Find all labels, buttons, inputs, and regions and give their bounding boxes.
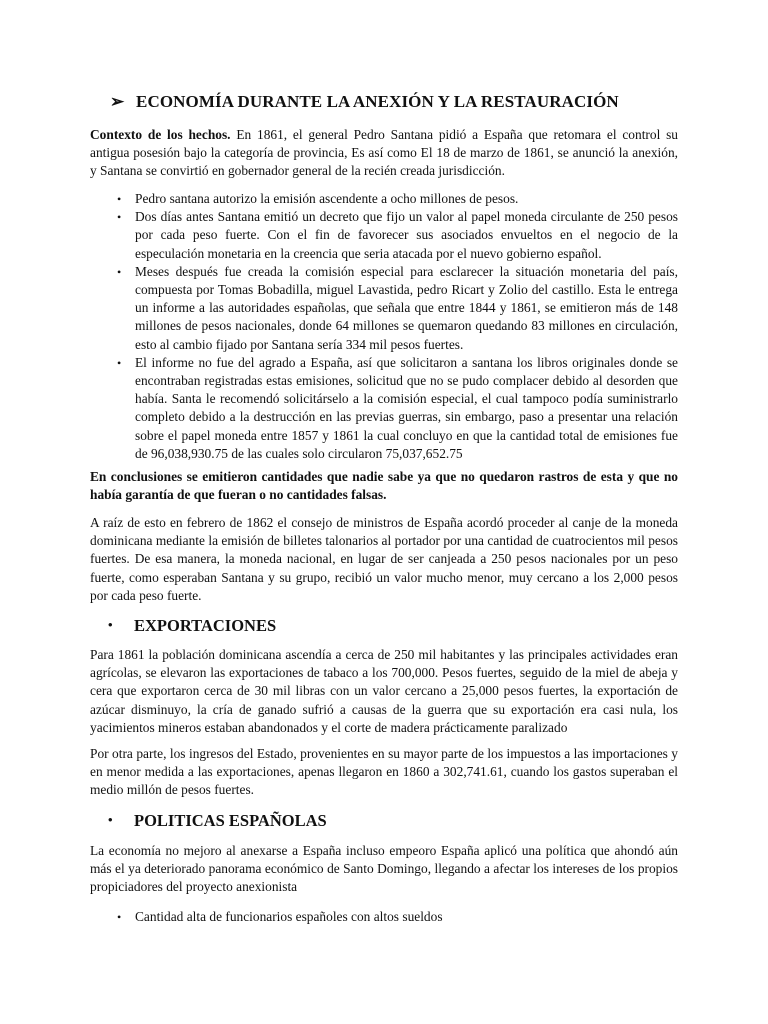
list-item [90, 190, 678, 208]
conclusion-block [90, 468, 678, 504]
bullet-dot-icon: • [117, 355, 122, 370]
bullet-dot-icon: • [117, 192, 122, 206]
list-item-text: Cantidad alta de funcionarios españoles con altos sueldos [135, 909, 443, 924]
politicas-paragraph-block [90, 842, 678, 897]
canje-paragraph-block [90, 514, 678, 605]
section-heading-text: POLITICAS ESPAÑOLAS [134, 811, 327, 830]
conclusion-text: En conclusiones se emitieron cantidades que nadie sabe ya que no quedaron rastros de esta y que no había garantía de que fueran o no cantidades falsas. [90, 469, 678, 503]
context-label: Contexto de los hechos. [90, 127, 231, 142]
list-item-text: El informe no fue del agrado a España, así que solicitaron a santana los libros originales donde se encontraban registradas estas emisiones, solicitud que no se pudo complacer debido al desorden que había. Santa le recomendó solicitárselo a la comisión especial, el cual tampoco podía suministrarlo completo debido a la destrucción en las previas guerras, sin embargo, paso a presentar una relación sobre el papel moneda entre 1857 y 1861 la cual concluyo en que la cantidad total de emisiones fue de 96,038,930.75 de las cuales solo circularon 75,037,652.75 [135, 354, 678, 461]
bullet-list-block [90, 190, 678, 463]
list-item-text: Meses después fue creada la comisión especial para esclarecer la situación monetaria del país, compuesta por Tomas Bobadilla, miguel Lavastida, pedro Ricart y Zolio del castillo. Esta le entrega un informe a las autoridades españolas, que señala que entre 1844 y 1861, se emitieron más de 148 millones de pesos nacionales, donde 64 millones se quemaron quedando 83 millones en circulación, esto al cambio fijado por Santana sería 334 mil pesos fuertes. [135, 263, 678, 352]
bullet-dot-icon: • [117, 210, 122, 225]
canje-paragraph: A raíz de esto en febrero de 1862 el consejo de ministros de España acordó proceder al canje de la moneda dominicana mediante la emisión de billetes talonarios al portador por una cantidad de cuatrocientos mil pesos fuertes. De esa manera, la moneda nacional, en lugar de ser canjeada a 250 pesos nacionales por un peso fuerte, como esperaban Santana y su grupo, recibió un valor mucho menor, muy cercano a los 2,000 pesos por cada peso fuerte. [90, 515, 678, 603]
bullet-dot-icon: • [117, 264, 122, 279]
context-paragraph [90, 126, 678, 181]
list-item [90, 208, 678, 263]
politicas-bullet-block [90, 908, 678, 926]
context-text: En 1861, el general Pedro Santana pidió a España que retomara el control su antigua posesión bajo la categoría de provincia, Es así como El 18 de marzo de 1861, se anunció la anexión, y Santana se convirtió en gobernador general de la recién creada jurisdicción. [90, 127, 678, 179]
section-heading-exportaciones [108, 616, 276, 636]
main-heading-text: ECONOMÍA DURANTE LA ANEXIÓN Y LA RESTAURACIÓN [136, 92, 619, 111]
politicas-paragraph: La economía no mejoro al anexarse a España incluso empeoro España aplicó una política que ahondó aún más el ya deteriorado panorama económico de Santo Domingo, llegando a afectar los intereses de los propios propiciadores del proyecto anexionista [90, 843, 678, 895]
conclusion-paragraph [90, 468, 678, 504]
main-heading [110, 92, 619, 112]
exportaciones-paragraph-1: Para 1861 la población dominicana ascendía a cerca de 250 mil habitantes y las principales actividades eran agrícolas, se elevaron las exportaciones de tabaco a los 700,000. Pesos fuertes, seguido de la miel de abeja y cera que exportaron cerca de 30 mil libras con un valor cercano a 25,000 pesos fuertes, la exportación de azúcar disminuyo, la cría de ganado sufrió a causas de la guerra que su exportación era casi nula, los yacimientos mineros estaban abandonados y el corte de madera prácticamente paralizado [90, 647, 678, 735]
list-item [90, 354, 678, 463]
politicas-bullet-list [90, 908, 678, 926]
exportaciones-paragraph-block [90, 646, 678, 737]
bullet-dot-icon: • [108, 812, 113, 827]
exportaciones-paragraph-2: Por otra parte, los ingresos del Estado, provenientes en su mayor parte de los impuestos a las importaciones y en menor medida a las exportaciones, apenas llegaron en 1860 a 302,741.61, cuando los gastos superaban el medio millón de pesos fuertes. [90, 746, 678, 798]
arrow-bullet-icon: ➢ [110, 92, 125, 111]
list-item [90, 908, 678, 926]
section-heading-politicas [108, 811, 327, 831]
anexion-bullet-list [90, 190, 678, 463]
ingresos-paragraph-block [90, 745, 678, 800]
section-heading-text: EXPORTACIONES [134, 616, 277, 635]
list-item-text: Dos días antes Santana emitió un decreto que fijo un valor al papel moneda circulante de 250 pesos por cada peso fuerte. Con el fin de favorecer sus asociados envueltos en el negocio de la especulación monetaria en la creencia que seria atacada por el nuevo gobierno español. [135, 209, 678, 261]
list-item-text: Pedro santana autorizo la emisión ascendente a ocho millones de pesos. [135, 191, 519, 206]
bullet-dot-icon: • [117, 910, 122, 924]
bullet-dot-icon: • [108, 617, 113, 632]
context-paragraph-block [90, 126, 678, 181]
list-item [90, 263, 678, 354]
